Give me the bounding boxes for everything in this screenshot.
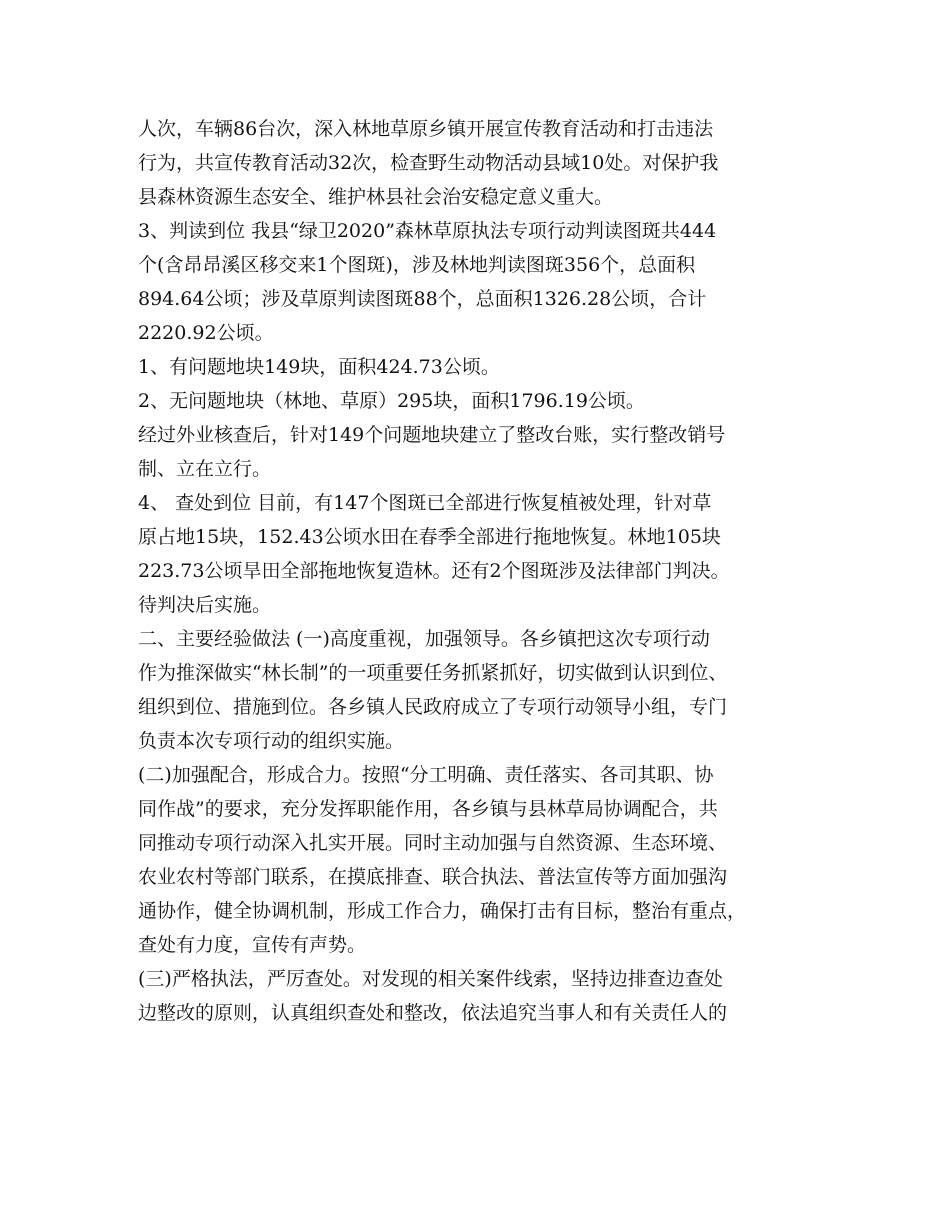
document-body: [138, 112, 828, 1030]
text-line: 人次，车辆86台次，深入林地草原乡镇开展宣传教育活动和打击违法: [138, 118, 714, 140]
text-line: (二)加强配合，形成合力。按照“分工明确、责任落实、各司其职、协: [138, 764, 714, 786]
text-line: 894.64公顷；涉及草原判读图斑88个，总面积1326.28公顷，合计: [138, 288, 707, 310]
text-line: 农业农村等部门联系，在摸底排查、联合执法、普法宣传等方面加强沟: [138, 866, 728, 888]
text-line: 负责本次专项行动的组织实施。: [138, 730, 405, 752]
text-line: 通协作，健全协调机制，形成工作合力，确保打击有目标，整治有重点，: [138, 900, 747, 922]
text-line: 3、判读到位 我县“绿卫2020”森林草原执法专项行动判读图斑共444: [138, 220, 717, 242]
text-line: 行为，共宣传教育活动32次，检查野生动物活动县域10处。对保护我: [138, 152, 719, 174]
text-line: 待判决后实施。: [138, 594, 272, 616]
text-line: 同作战”的要求，充分发挥职能作用，各乡镇与县林草局协调配合，共: [138, 798, 718, 820]
text-line: 边整改的原则，认真组织查处和整改，依法追究当事人和有关责任人的: [138, 1002, 728, 1024]
text-line: 个(含昂昂溪区移交来1个图斑)，涉及林地判读图斑356个，总面积: [138, 254, 696, 276]
text-line: 经过外业核查后，针对149个问题地块建立了整改台账，实行整改销号: [138, 424, 726, 446]
text-line: 县森林资源生态安全、维护林县社会治安稳定意义重大。: [138, 186, 614, 208]
text-line: 作为推深做实“林长制”的一项重要任务抓紧抓好，切实做到认识到位、: [138, 662, 728, 684]
text-line: 2、无问题地块（林地、草原）295块，面积1796.19公顷。: [138, 390, 645, 412]
text-line: 同推动专项行动深入扎实开展。同时主动加强与自然资源、生态环境、: [138, 832, 728, 854]
text-line: 二、主要经验做法 (一)高度重视，加强领导。各乡镇把这次专项行动: [138, 628, 710, 650]
text-line: (三)严格执法，严厉查处。对发现的相关案件线索，坚持边排查边查处: [138, 968, 723, 990]
text-line: 4、 查处到位 目前，有147个图斑已全部进行恢复植被处理，针对草: [138, 492, 712, 514]
text-line: 组织到位、措施到位。各乡镇人民政府成立了专项行动领导小组，专门: [138, 696, 728, 718]
text-line: 223.73公顷旱田全部拖地恢复造林。还有2个图斑涉及法律部门判决。: [138, 560, 730, 582]
text-line: 原占地15块，152.43公顷水田在春季全部进行拖地恢复。林地105块: [138, 526, 721, 548]
text-line: 查处有力度，宣传有声势。: [138, 934, 367, 956]
text-line: 1、有问题地块149块，面积424.73公顷。: [138, 356, 500, 378]
text-line: 制、立在立行。: [138, 458, 272, 480]
text-line: 2220.92公顷。: [138, 322, 274, 344]
